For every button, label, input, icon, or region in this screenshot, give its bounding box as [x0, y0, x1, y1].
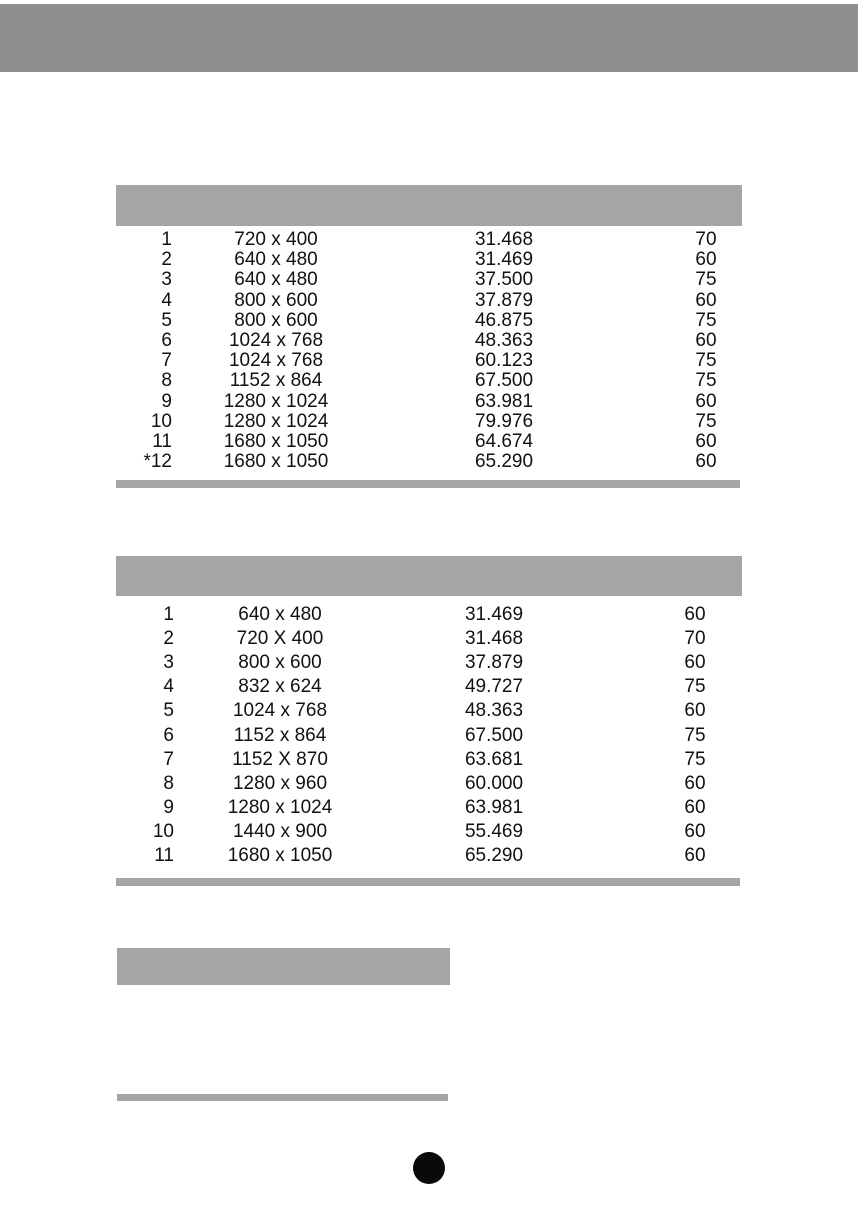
cell-mode: 9: [163, 796, 174, 818]
cell-hfreq: 60.000: [464, 772, 524, 794]
cell-resolution: 1280 x 960: [232, 772, 328, 794]
cell-hfreq: 64.674: [474, 431, 534, 452]
cell-vfreq: 60: [684, 652, 706, 674]
cell-mode: 10: [152, 820, 174, 842]
cell-vfreq: 60: [695, 390, 717, 412]
cell-mode: 2: [163, 628, 174, 650]
cell-hfreq: 31.468: [464, 628, 524, 650]
table-row: [0, 846, 858, 866]
table-row: [0, 653, 858, 673]
cell-hfreq: 63.981: [474, 390, 534, 412]
cell-vfreq: 60: [695, 289, 717, 311]
cell-resolution: 1680 x 1050: [223, 451, 329, 473]
cell-mode: 7: [163, 748, 174, 770]
table3-bottom-rule: [117, 1094, 448, 1101]
table2-header: [116, 556, 742, 596]
cell-vfreq: 75: [695, 410, 717, 432]
cell-resolution: 720 X 400: [236, 628, 324, 650]
cell-mode: 8: [163, 772, 174, 794]
cell-hfreq: 79.976: [474, 410, 534, 432]
cell-hfreq: 63.681: [464, 748, 524, 770]
table-row: [0, 605, 858, 625]
cell-mode: 9: [161, 390, 172, 412]
table-row: [0, 412, 858, 432]
table1-bottom-rule: [116, 480, 740, 488]
cell-vfreq: 75: [684, 676, 706, 698]
cell-resolution: 1152 x 864: [233, 724, 327, 746]
cell-hfreq: 31.469: [474, 249, 534, 271]
cell-mode: 4: [161, 289, 172, 311]
table-row: [0, 798, 858, 818]
cell-mode: 5: [161, 309, 172, 331]
cell-resolution: 1152 x 864: [229, 370, 323, 392]
cell-hfreq: 37.879: [474, 289, 534, 311]
cell-vfreq: 75: [695, 370, 717, 392]
cell-hfreq: 37.500: [474, 269, 534, 291]
page-header-bar: [0, 4, 858, 72]
cell-hfreq: 67.500: [474, 370, 534, 392]
cell-resolution: 1440 x 900: [232, 820, 328, 842]
cell-vfreq: 60: [695, 451, 717, 473]
cell-resolution: 1024 x 768: [228, 350, 324, 372]
cell-resolution: 800 x 600: [234, 309, 318, 331]
cell-hfreq: 55.469: [464, 820, 524, 842]
cell-resolution: 640 x 480: [234, 269, 318, 291]
cell-mode: 5: [163, 700, 174, 722]
cell-resolution: 1280 x 1024: [223, 390, 329, 412]
table-row: [0, 629, 858, 649]
table-row: [0, 311, 858, 331]
cell-mode: 3: [163, 652, 174, 674]
table-row: [0, 230, 858, 250]
table-row: [0, 701, 858, 721]
cell-resolution: 1680 x 1050: [223, 431, 329, 452]
cell-hfreq: 63.981: [464, 796, 524, 818]
table3-header: [117, 948, 450, 985]
cell-vfreq: 60: [695, 330, 717, 351]
cell-mode: 1: [163, 604, 174, 625]
cell-vfreq: 60: [695, 249, 717, 271]
cell-resolution: 720 x 400: [234, 229, 318, 250]
cell-resolution: 1152 X 870: [232, 748, 328, 770]
cell-vfreq: 60: [684, 700, 706, 722]
cell-vfreq: 75: [695, 309, 717, 331]
table-row: [0, 432, 858, 452]
cell-vfreq: 60: [684, 820, 706, 842]
cell-vfreq: 60: [684, 604, 706, 625]
table-row: [0, 750, 858, 770]
table2-bottom-rule: [116, 878, 740, 886]
cell-hfreq: 65.290: [464, 845, 524, 866]
cell-mode: 10: [150, 410, 172, 432]
table-row: [0, 250, 858, 270]
cell-hfreq: 60.123: [474, 350, 534, 372]
cell-hfreq: 67.500: [464, 724, 524, 746]
cell-mode: 3: [161, 269, 172, 291]
cell-vfreq: 75: [684, 748, 706, 770]
cell-vfreq: 60: [684, 796, 706, 818]
cell-hfreq: 48.363: [474, 330, 534, 351]
cell-vfreq: 60: [684, 845, 706, 866]
cell-vfreq: 75: [695, 269, 717, 291]
cell-mode: 8: [161, 370, 172, 392]
cell-vfreq: 75: [695, 350, 717, 372]
table-row: [0, 726, 858, 746]
cell-mode: 2: [161, 249, 172, 271]
cell-resolution: 1280 x 1024: [227, 796, 333, 818]
cell-hfreq: 65.290: [474, 451, 534, 473]
cell-resolution: 832 x 624: [238, 676, 322, 698]
cell-vfreq: 70: [695, 229, 717, 250]
table-row: [0, 331, 858, 351]
table-row: [0, 371, 858, 391]
table-row: [0, 351, 858, 371]
table-row: [0, 677, 858, 697]
table-row: [0, 270, 858, 290]
table-row: [0, 392, 858, 412]
cell-hfreq: 37.879: [464, 652, 524, 674]
table-row: [0, 452, 858, 472]
cell-mode: 6: [163, 724, 174, 746]
cell-mode: 7: [161, 350, 172, 372]
cell-resolution: 640 x 480: [238, 604, 322, 625]
cell-resolution: 1680 x 1050: [227, 845, 333, 866]
table-row: [0, 822, 858, 842]
cell-resolution: 1024 x 768: [232, 700, 328, 722]
cell-resolution: 640 x 480: [234, 249, 318, 271]
page-number-dot: [413, 1152, 445, 1184]
cell-resolution: 1280 x 1024: [223, 410, 329, 432]
cell-resolution: 1024 x 768: [228, 330, 324, 351]
table-row: [0, 774, 858, 794]
cell-hfreq: 31.468: [474, 229, 534, 250]
cell-vfreq: 60: [684, 772, 706, 794]
cell-mode: 11: [154, 845, 174, 866]
cell-mode: *12: [143, 451, 172, 473]
table-row: [0, 291, 858, 311]
cell-hfreq: 49.727: [464, 676, 524, 698]
cell-resolution: 800 x 600: [238, 652, 322, 674]
cell-mode: 6: [161, 330, 172, 351]
cell-hfreq: 46.875: [474, 309, 534, 331]
cell-hfreq: 31.469: [464, 604, 524, 625]
cell-vfreq: 60: [695, 431, 717, 452]
cell-resolution: 800 x 600: [234, 289, 318, 311]
cell-mode: 11: [152, 431, 172, 452]
cell-vfreq: 75: [684, 724, 706, 746]
table1-header: [116, 185, 742, 226]
cell-vfreq: 70: [684, 628, 706, 650]
cell-mode: 4: [163, 676, 174, 698]
cell-hfreq: 48.363: [464, 700, 524, 722]
cell-mode: 1: [161, 229, 172, 250]
